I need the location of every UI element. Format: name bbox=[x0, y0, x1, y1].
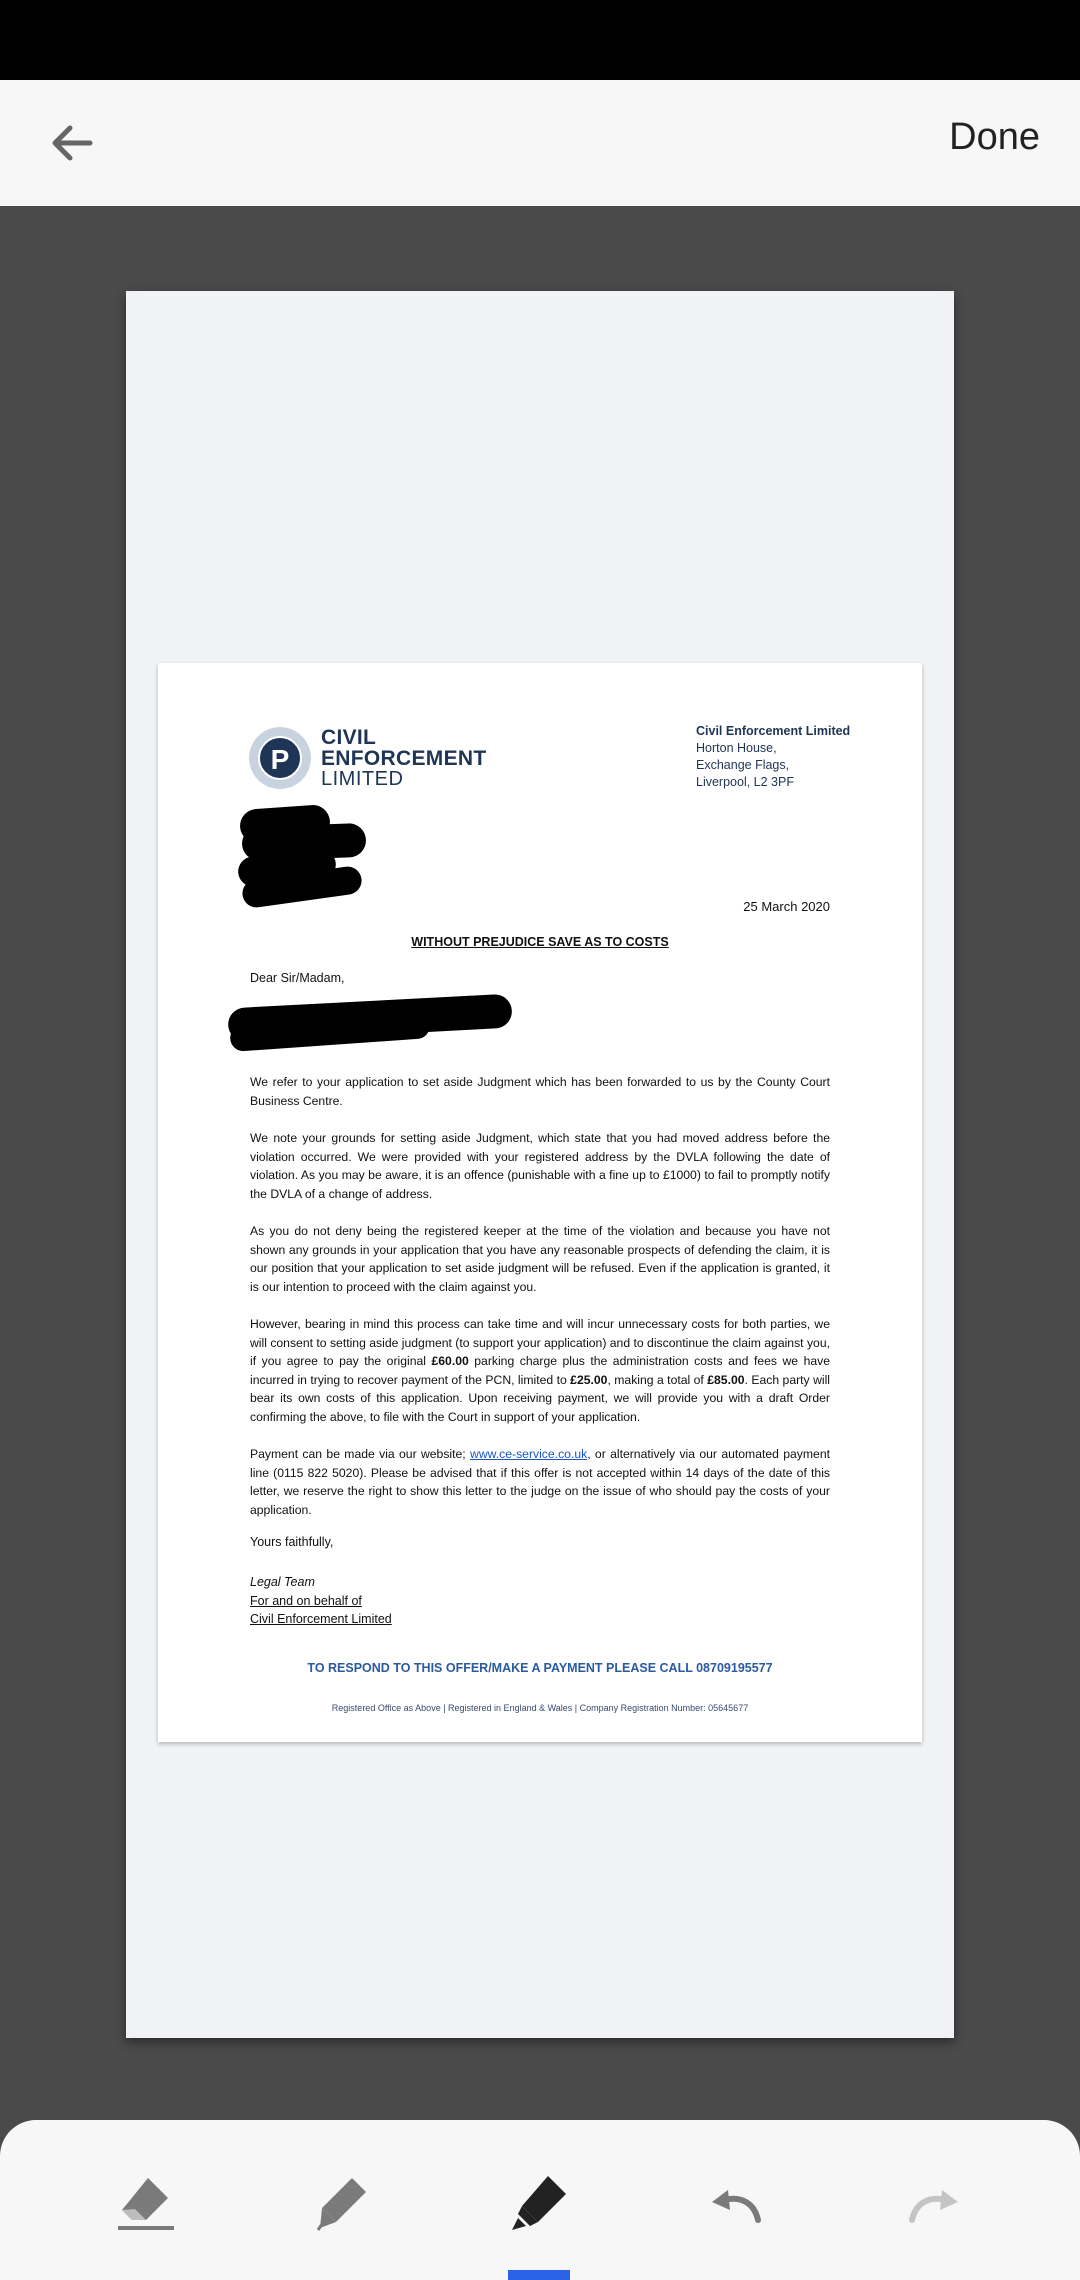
logo-line-2: ENFORCEMENT bbox=[321, 747, 487, 770]
salutation: Dear Sir/Madam, bbox=[250, 971, 345, 985]
call-to-action: TO RESPOND TO THIS OFFER/MAKE A PAYMENT PLEASE CALL 08709195577 bbox=[307, 1661, 773, 1675]
pen-icon bbox=[306, 2168, 378, 2240]
highlighter-icon bbox=[504, 2168, 576, 2240]
paragraph-2: We note your grounds for setting aside Judgment, which state that you had moved address before the violation occurred. We were provided with your registered address by the DVLA following the date of violation. As you may be aware, it is an offence (punishable with a fine up to £1000) to fail to promptly notify the DVLA of a change of address. bbox=[250, 1131, 830, 1201]
app-bar bbox=[0, 80, 1080, 206]
signature-block: Legal Team For and on behalf of Civil Enforcement Limited bbox=[250, 1575, 392, 1626]
paragraph-3: As you do not deny being the registered keeper at the time of the violation and because you have not shown any grounds in your application that you have any reasonable prospects of defending the claim, it is our position that your application to set aside judgment will be refused. Even if the application is granted, it is our intention to proceed with the claim against you. bbox=[250, 1224, 830, 1294]
website-link[interactable]: www.ce-service.co.uk bbox=[470, 1447, 588, 1461]
letter-image bbox=[158, 663, 922, 1742]
company-logo bbox=[249, 725, 489, 795]
arrow-left-icon bbox=[36, 106, 110, 180]
logo-line-3: LIMITED bbox=[321, 768, 404, 790]
sender-address: Civil Enforcement Limited Horton House, Exchange Flags, Liverpool, L2 3PF bbox=[696, 724, 851, 789]
undo-button[interactable] bbox=[700, 2168, 772, 2240]
paragraph-1: We refer to your application to set aside Judgment which has been forwarded to us by the County Court Business Centre. bbox=[250, 1075, 830, 1108]
letter-heading: WITHOUT PREJUDICE SAVE AS TO COSTS bbox=[411, 935, 669, 949]
redo-icon bbox=[898, 2168, 970, 2240]
closing: Yours faithfully, bbox=[250, 1535, 334, 1549]
back-button[interactable] bbox=[36, 106, 110, 180]
eraser-tool[interactable] bbox=[110, 2168, 182, 2240]
status-bar bbox=[0, 0, 1080, 80]
pen-tool[interactable] bbox=[306, 2168, 378, 2240]
redo-button[interactable] bbox=[898, 2168, 970, 2240]
undo-icon bbox=[700, 2168, 772, 2240]
eraser-icon bbox=[110, 2168, 182, 2240]
logo-line-1: CIVIL bbox=[321, 726, 377, 749]
markup-toolbar bbox=[0, 2120, 1080, 2280]
logo-mark: P bbox=[249, 727, 311, 789]
paragraph-4: However, bearing in mind this process can take time and will incur unnecessary costs for both parties, we will consent to setting aside judgment (to support your application) and to discontinue the claim against you, if you agree to pay the original £60.00 parking charge plus the administration costs and fees we have incurred in trying to recover payment of the PCN, limited to £25.00, making a total of £85.00. Each party will bear its own costs of this application. Upon receiving payment, we will provide you with a draft Order confirming the above, to file with the Court in support of your application. bbox=[250, 1317, 831, 1424]
paragraph-5: Payment can be made via our website; www.ce-service.co.uk, or alternatively via our automated payment line (0115 822 5020). Please be advised that if this offer is not accepted within 14 days of the date of this letter, we reserve the right to show this letter to the judge on the issue of who should pay the costs of your application. bbox=[250, 1447, 830, 1517]
highlighter-tool[interactable] bbox=[504, 2168, 576, 2240]
letter-date: 25 March 2020 bbox=[743, 899, 830, 914]
done-button[interactable]: Done bbox=[949, 116, 1040, 158]
selected-tool-indicator bbox=[508, 2270, 570, 2280]
letter-footer: Registered Office as Above | Registered in England & Wales | Company Registration Number: 05645677 bbox=[331, 1703, 749, 1713]
